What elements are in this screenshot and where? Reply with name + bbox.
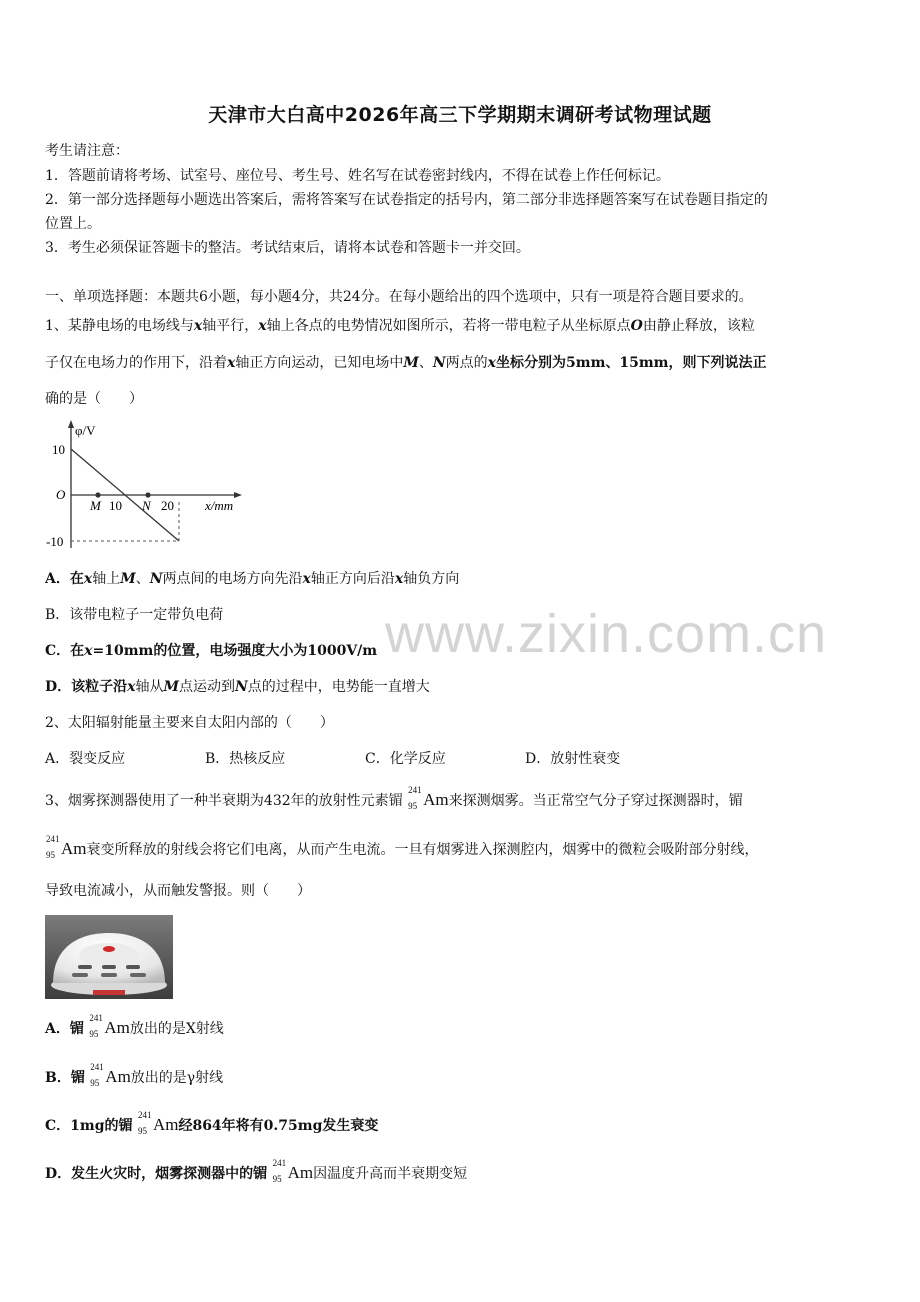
q2-option-c: C．化学反应 bbox=[365, 751, 446, 767]
x-tick-20: 20 bbox=[161, 498, 174, 513]
q3-option-a: A．镅 241 95 Am放出的是X射线 bbox=[45, 1013, 224, 1039]
n-label: N bbox=[142, 498, 151, 513]
watermark: www.zixin.com.cn bbox=[385, 604, 828, 664]
x-axis-arrow bbox=[234, 492, 242, 498]
x-axis-label: x/mm bbox=[205, 498, 234, 513]
q2-option-b: B．热核反应 bbox=[205, 751, 286, 767]
notice-item-2: 2．第一部分选择题每小题选出答案后，需将答案写在试卷指定的括号内，第二部分非选择题答案写在试卷题目指定的 bbox=[45, 192, 768, 208]
q2-stem: 2、太阳辐射能量主要来自太阳内部的（ ） bbox=[45, 715, 334, 731]
y-axis-label: φ/V bbox=[75, 423, 96, 438]
smoke-detector-image bbox=[45, 915, 173, 999]
y-axis-arrow bbox=[68, 420, 74, 428]
y-tick-10: 10 bbox=[52, 442, 65, 457]
am241-nuclide: 241 95 bbox=[46, 834, 60, 860]
x-tick-10: 10 bbox=[109, 498, 122, 513]
q3-option-c: C．1mg的镅 241 95 Am经864年将有0.75mg发生衰变 bbox=[45, 1110, 379, 1136]
q2-option-d: D．放射性衰变 bbox=[525, 751, 621, 767]
notice-item-1: 1．答题前请将考场、试室号、座位号、考生号、姓名写在试卷密封线内，不得在试卷上作任何标记。 bbox=[45, 168, 670, 184]
am241-nuclide: 241 95 bbox=[408, 785, 422, 811]
notice-item-3: 3．考生必须保证答题卡的整洁。考试结束后，请将本试卷和答题卡一并交回。 bbox=[45, 240, 530, 256]
m-label: M bbox=[90, 498, 101, 513]
q3-option-b: B．镅 241 95 Am放出的是γ射线 bbox=[45, 1062, 224, 1088]
q3-stem-line1: 3、烟雾探测器使用了一种半衰期为432年的放射性元素镅 241 95 Am来探测烟雾。当正常空气分子穿过探测器时，镅 bbox=[45, 785, 743, 811]
q2-option-a: A．裂变反应 bbox=[45, 751, 126, 767]
point-n bbox=[145, 492, 150, 497]
q1-option-b: B．该带电粒子一定带负电荷 bbox=[45, 607, 224, 623]
q1-stem-line3: 确的是（ ） bbox=[45, 391, 143, 407]
q1-option-c: C．在x=10mm的位置，电场强度大小为1000V/m bbox=[45, 643, 378, 659]
page-title: 天津市大白高中2026年高三下学期期末调研考试物理试题 bbox=[208, 104, 712, 126]
y-tick-neg10: -10 bbox=[46, 534, 64, 549]
notice-heading: 考生请注意： bbox=[45, 143, 129, 159]
q1-stem-line2: 子仅在电场力的作用下，沿着x轴正方向运动，已知电场中M、N两点的x坐标分别为5mm、15mm，则下列说法正 bbox=[45, 355, 767, 371]
q1-stem-line1: 1、某静电场的电场线与x轴平行，x轴上各点的电势情况如图所示，若将一带电粒子从坐标原点O由静止释放，该粒 bbox=[45, 318, 755, 334]
point-m bbox=[95, 492, 100, 497]
q3-stem-line2: 241 95 Am衰变所释放的射线会将它们电离，从而产生电流。一旦有烟雾进入探测腔内，烟雾中的微粒会吸附部分射线， bbox=[46, 834, 759, 860]
q3-option-d: D．发生火灾时，烟雾探测器中的镅 241 95 Am因温度升高而半衰期变短 bbox=[45, 1158, 468, 1184]
potential-graph bbox=[42, 418, 252, 553]
q1-option-d: D．该粒子沿x轴从M点运动到N点的过程中，电势能一直增大 bbox=[45, 679, 430, 695]
section-heading: 一、单项选择题：本题共6小题，每小题4分，共24分。在每小题给出的四个选项中，只有一项是符合题目要求的。 bbox=[45, 289, 753, 305]
notice-item-2-cont: 位置上。 bbox=[45, 216, 101, 232]
q3-stem-line3: 导致电流减小，从而触发警报。则（ ） bbox=[45, 883, 311, 899]
q1-option-a: A．在x轴上M、N两点间的电场方向先沿x轴正方向后沿x轴负方向 bbox=[45, 571, 460, 587]
origin-label: O bbox=[56, 487, 66, 502]
